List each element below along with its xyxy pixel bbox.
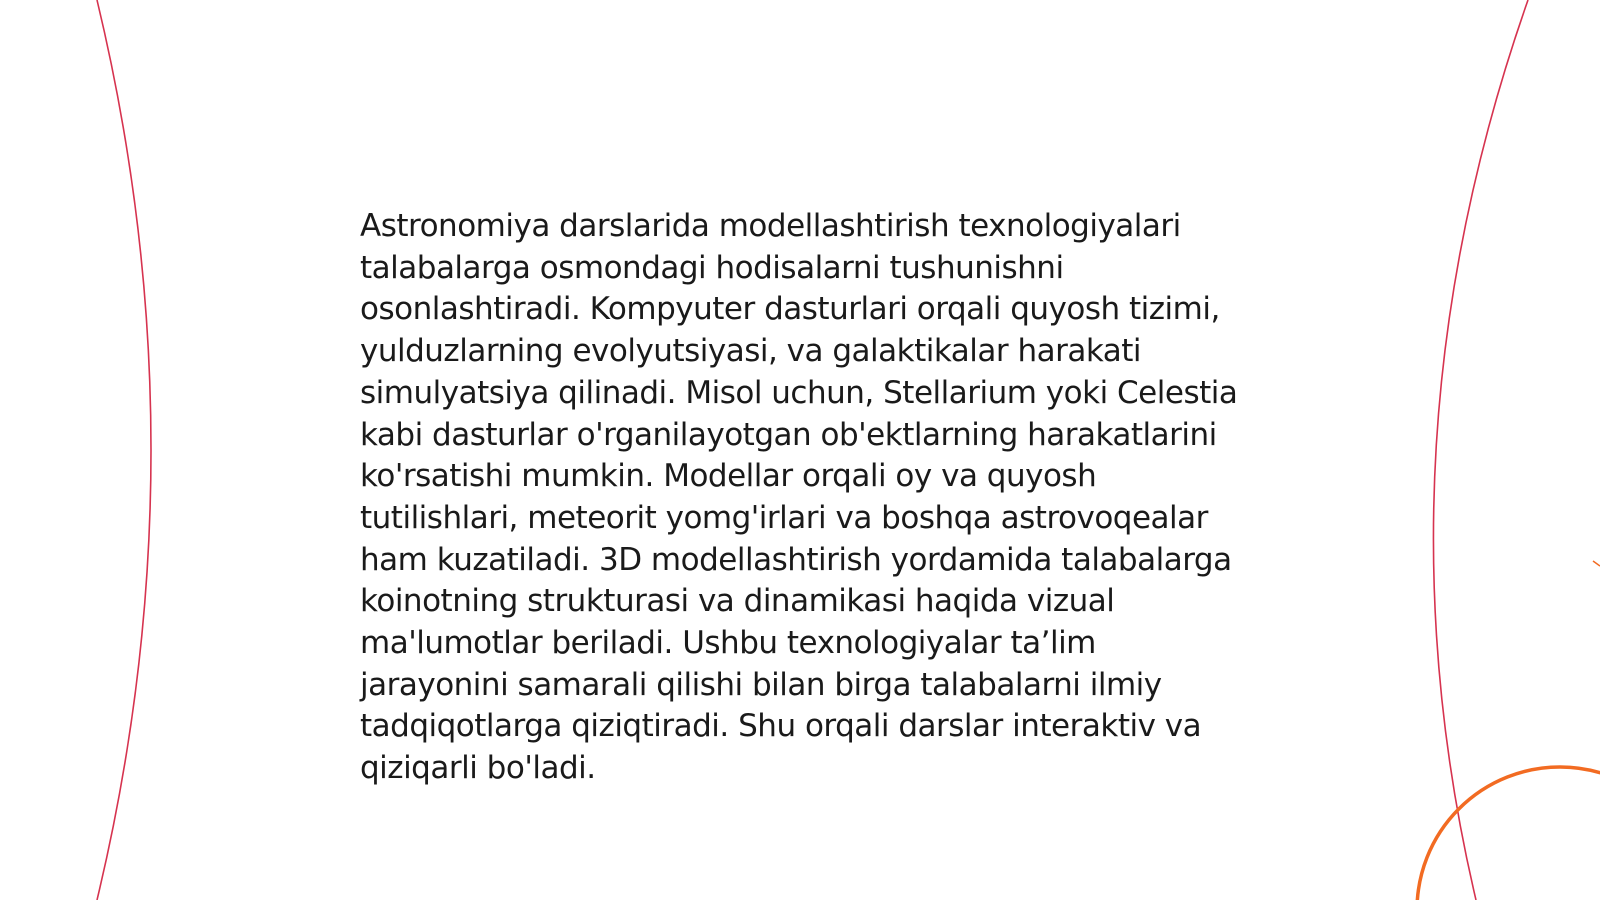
small-tick-decoration bbox=[1593, 561, 1600, 566]
right-arc-decoration bbox=[1433, 0, 1528, 900]
left-arc-decoration bbox=[97, 0, 151, 900]
body-paragraph: Astronomiya darslarida modellashtirish texnologiyalari talabalarga osmondagi hodisalarni tushunishni osonlashtiradi. Kompyuter dasturlari orqali quyosh tizimi, yulduzlarning evolyutsiyasi, va galaktikalar harakati simulyatsiya qilinadi. Misol uchun, Stellarium yoki Celestia kabi dasturlar o'rganilayotgan ob'ektlarning harakatlarini ko'rsatishi mumkin. Modellar orqali oy va quyosh tutilishlari, meteorit yomg'irlari va boshqa astrovoqealar ham kuzatiladi. 3D modellashtirish yordamida talabalarga koinotning strukturasi va dinamikasi haqida vizual ma'lumotlar beriladi. Ushbu texnologiyalar ta’lim jarayonini samarali qilishi bilan birga talabalarni ilmiy tadqiqotlarga qiziqtiradi. Shu orqali darslar interaktiv va qiziqarli bo'ladi. bbox=[360, 208, 1238, 787]
orange-circle-decoration bbox=[1417, 767, 1600, 900]
